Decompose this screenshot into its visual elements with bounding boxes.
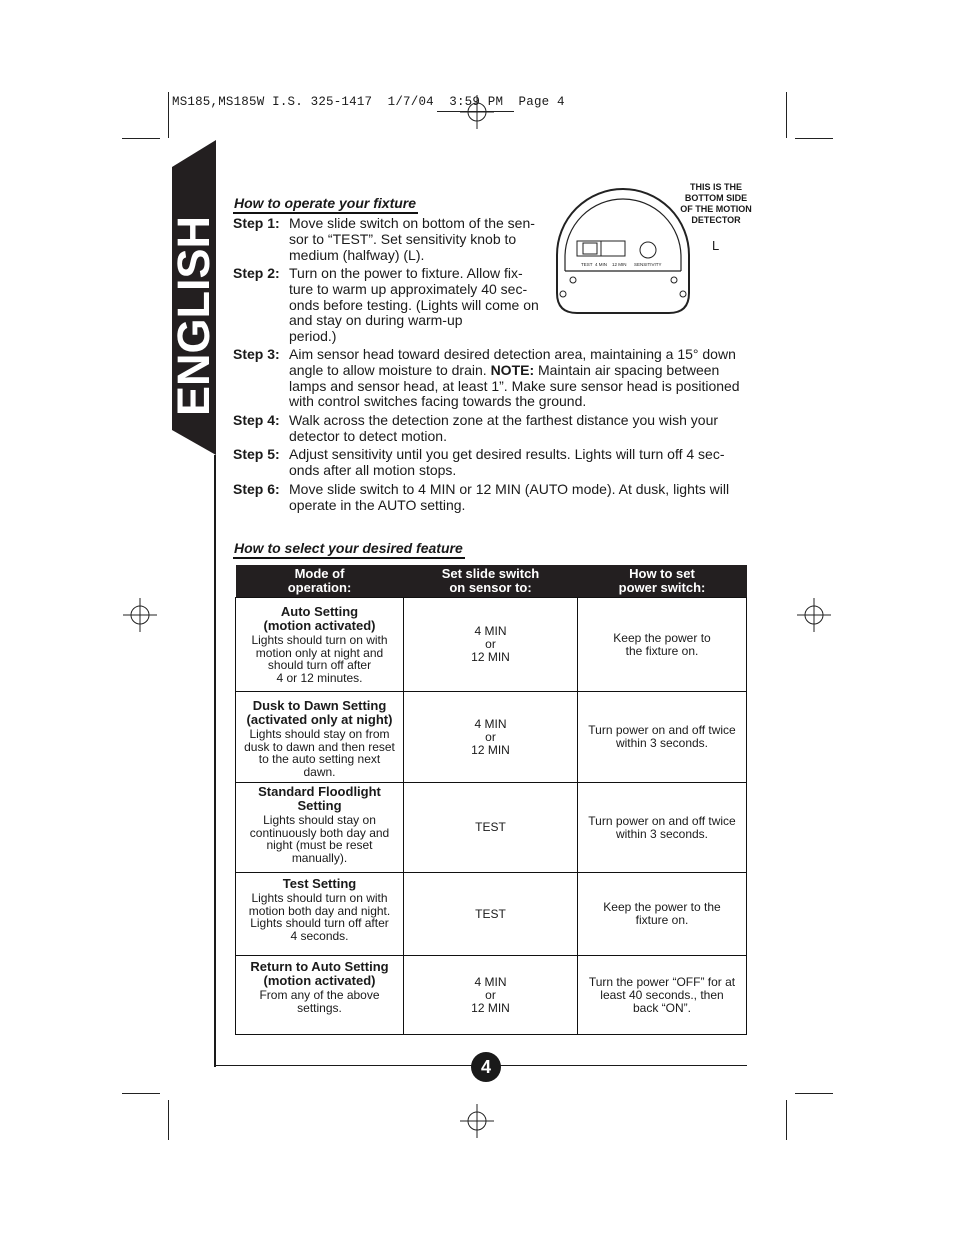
step-label: Step 1:	[233, 215, 280, 231]
step-text: Turn on the power to fixture. Allow fix- ture to warm up approximately 40 sec- onds before testing. (Lights will come on and stay on during warm-up period.)	[289, 265, 539, 345]
note-label: NOTE:	[490, 361, 535, 378]
page-number-badge: 4	[471, 1052, 501, 1082]
switch-label-12min: 12 MIN	[612, 262, 627, 267]
table-row	[236, 692, 747, 783]
table-row	[236, 873, 747, 956]
registration-mark-icon	[797, 598, 831, 632]
column-header-power: How to set power switch:	[578, 565, 747, 598]
power-setting-cell: Keep the power to the fixture on.	[578, 873, 747, 956]
step-label: Step 6:	[233, 481, 280, 497]
mode-description: Lights should stay on from dusk to dawn and then reset to the auto setting next dawn.	[244, 727, 395, 779]
switch-label-test: TEST	[581, 262, 593, 267]
mode-cell	[236, 873, 404, 956]
motion-detector-bottom-diagram	[553, 175, 693, 315]
diagram-caption: THIS IS THE BOTTOM SIDE OF THE MOTION DETECTOR	[680, 182, 752, 225]
crop-mark	[122, 1093, 160, 1094]
crop-mark	[786, 1100, 787, 1140]
mode-cell	[236, 783, 404, 873]
step-label: Step 2:	[233, 265, 280, 281]
knob-label-sensitivity: SENSITIVITY	[634, 262, 662, 267]
mode-description: Lights should stay on continuously both day and night (must be reset manually).	[249, 813, 390, 865]
table-header-row	[236, 565, 747, 598]
switch-label-4min: 4 MIN	[595, 262, 608, 267]
column-header-slide: Set slide switch on sensor to:	[404, 565, 578, 598]
step-text: Move slide switch to 4 MIN or 12 MIN (AUTO mode). At dusk, lights will operate in the AUTO setting.	[289, 481, 730, 513]
slide-setting-cell: 4 MIN or 12 MIN	[404, 598, 578, 692]
step-label: Step 4:	[233, 412, 280, 428]
mode-title: Return to Auto Setting (motion activated)	[250, 959, 389, 988]
slide-setting-cell: 4 MIN or 12 MIN	[404, 956, 578, 1035]
crop-mark	[122, 138, 160, 139]
mode-cell	[236, 598, 404, 692]
table-row	[236, 956, 747, 1035]
crop-mark	[795, 138, 833, 139]
step-text	[289, 347, 753, 410]
crop-mark	[786, 92, 787, 138]
mode-title: Auto Setting (motion activated)	[263, 604, 376, 633]
mode-description: From any of the above settings.	[259, 988, 380, 1015]
step-text: Walk across the detection zone at the farthest distance you wish your detector to detect motion.	[289, 412, 719, 444]
mode-cell	[236, 692, 404, 783]
crop-mark	[168, 92, 169, 138]
operate-heading: How to operate your fixture	[233, 195, 418, 214]
diagram-callout-l: L	[712, 238, 720, 253]
feature-heading: How to select your desired feature	[233, 540, 465, 559]
side-tab-label: ENGLISH	[168, 216, 219, 417]
mode-description: Lights should turn on with motion only at night and should turn off after 4 or 12 minutes.	[251, 633, 388, 685]
page-rule-vertical	[214, 455, 216, 1067]
step-label: Step 3:	[233, 346, 280, 362]
step-text-after: Maintain air spacing between lamps and sensor head, at least 1”. Make sure sensor head is positioned with control switches facing towards the ground.	[289, 361, 740, 410]
power-setting-cell: Turn the power “OFF” for at least 40 seconds., then back “ON”.	[578, 956, 747, 1035]
mode-title: Test Setting	[282, 876, 357, 891]
registration-mark-icon	[460, 1104, 494, 1138]
step-text: Adjust sensitivity until you get desired results. Lights will turn off 4 sec- onds after all motion stops.	[289, 446, 725, 478]
registration-mark-icon	[460, 95, 494, 129]
slide-setting-cell: 4 MIN or 12 MIN	[404, 692, 578, 783]
table-row	[236, 598, 747, 692]
slide-setting-cell: TEST	[404, 783, 578, 873]
mode-title: Standard Floodlight Setting	[258, 784, 381, 813]
power-setting-cell: Turn power on and off twice within 3 seconds.	[578, 783, 747, 873]
power-setting-cell: Turn power on and off twice within 3 seconds.	[578, 692, 747, 783]
feature-table	[235, 565, 747, 1035]
operate-heading-wrap	[233, 195, 418, 213]
step-text-before: Aim sensor head toward desired detection area, maintaining a 15° down angle to allow moisture to drain.	[289, 346, 736, 378]
slide-setting-cell: TEST	[404, 873, 578, 956]
mode-description: Lights should turn on with motion both day and night. Lights should turn off after 4 seconds.	[248, 891, 391, 943]
crop-mark	[168, 1100, 169, 1140]
column-header-mode: Mode of operation:	[236, 565, 404, 598]
step-label: Step 5:	[233, 446, 280, 462]
power-setting-cell: Keep the power to the fixture on.	[578, 598, 747, 692]
mode-cell	[236, 956, 404, 1035]
crop-mark	[795, 1093, 833, 1094]
table-row	[236, 783, 747, 873]
step-text: Move slide switch on bottom of the sen- sor to “TEST”. Set sensitivity knob to medium (halfway) (L).	[289, 215, 535, 263]
registration-mark-icon	[123, 598, 157, 632]
mode-title: Dusk to Dawn Setting (activated only at night)	[246, 698, 393, 727]
feature-heading-wrap	[233, 540, 465, 558]
print-slug: MS185,MS185W I.S. 325-1417 1/7/04 3:59 PM Page 4	[172, 95, 565, 109]
